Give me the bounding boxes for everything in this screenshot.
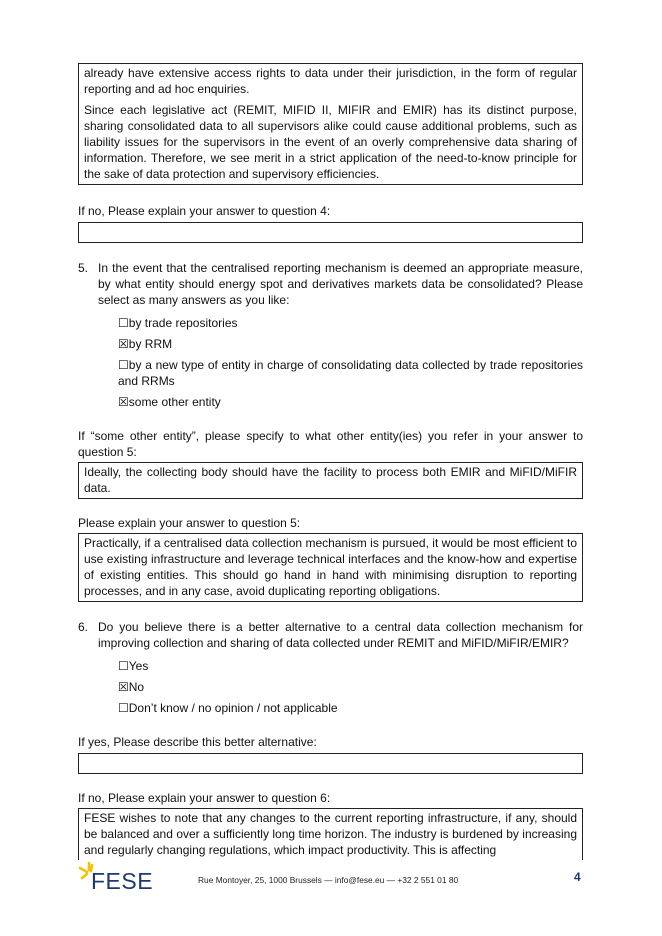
question-number: 5. [78, 261, 89, 275]
checkbox-option[interactable] [118, 679, 583, 695]
q4-no-label: If no, Please explain your answer to question 4: [78, 204, 331, 218]
checkbox-checked-icon[interactable]: ☒ [118, 337, 129, 351]
fese-logo [78, 860, 168, 894]
q4-no-answer-field[interactable] [78, 222, 583, 243]
q6-no-label: If no, Please explain your answer to question 6: [78, 791, 331, 805]
q5-other-label: If “some other entity”, please specify to what other entity(ies) you refer in your answer to question 5: [78, 429, 583, 459]
checkbox-option[interactable] [118, 394, 583, 410]
q5-other-answer-field[interactable]: Ideally, the collecting body should have the facility to process both EMIR and MiFID/MiFIR data. [78, 462, 583, 499]
option-label: by RRM [128, 337, 173, 351]
checkbox-option[interactable] [118, 357, 583, 389]
option-label: some other entity [128, 395, 221, 409]
option-label: Don’t know / no opinion / not applicable [128, 701, 338, 715]
q6-yes-answer-field[interactable] [78, 753, 583, 774]
answer-box-q4-continued [78, 63, 583, 185]
question-5 [78, 260, 583, 308]
question-text: In the event that the centralised reporting mechanism is deemed an appropriate measure, by what entity should energy spot and derivatives markets data be consolidated? Please select as many answers as you like: [98, 261, 583, 307]
q5-explain-label: Please explain your answer to question 5: [78, 516, 301, 530]
answer-paragraph: already have extensive access rights to data under their jurisdiction, in the form of regular reporting and ad hoc enquiries. [84, 66, 577, 96]
q6-no-answer-field[interactable]: FESE wishes to note that any changes to the current reporting infrastructure, if any, should be balanced and over a sufficiently long time horizon. The industry is burdened by increasing and regularly changing regulations, which impact productivity. This is affecting [78, 808, 583, 860]
checkbox-unchecked-icon[interactable]: ☐ [118, 701, 129, 715]
option-label: No [128, 680, 145, 694]
checkbox-option[interactable] [118, 336, 583, 352]
checkbox-option[interactable] [118, 658, 583, 674]
page-number: 4 [574, 870, 581, 884]
checkbox-unchecked-icon[interactable]: ☐ [118, 316, 129, 330]
option-label: Yes [128, 659, 149, 673]
q6-yes-label: If yes, Please describe this better alternative: [78, 735, 317, 749]
option-label: by trade repositories [128, 316, 238, 330]
question-number: 6. [78, 620, 89, 634]
logo-text: FESE [91, 868, 154, 894]
checkbox-checked-icon[interactable]: ☒ [118, 680, 129, 694]
footer-address: Rue Montoyer, 25, 1000 Brussels — info@fese.eu — +32 2 551 01 80 [198, 875, 459, 885]
checkbox-unchecked-icon[interactable]: ☐ [118, 659, 129, 673]
answer-paragraph: Since each legislative act (REMIT, MIFID II, MIFIR and EMIR) has its distinct purpose, sharing consolidated data to all supervisors alike could cause additional problems, such as liability issues for the supervisors in the event of an overly comprehensive data sharing of information. Therefore, we see merit in a strict application of the need-to-know principle for the sake of data protection and supervisory efficiencies. [84, 103, 577, 181]
question-text: Do you believe there is a better alternative to a central data collection mechanism for improving collection and sharing of data collected under REMIT and MiFID/MiFIR/EMIR? [98, 620, 583, 650]
checkbox-option[interactable] [118, 315, 583, 331]
checkbox-checked-icon[interactable]: ☒ [118, 395, 129, 409]
option-label: by a new type of entity in charge of consolidating data collected by trade repositories and RRMs [118, 358, 583, 388]
q5-explain-answer-field[interactable]: Practically, if a centralised data collection mechanism is pursued, it would be most efficient to use existing infrastructure and leverage technical interfaces and the know-how and expertise of existing entities. This should go hand in hand with minimising disruption to reporting processes, and in any case, avoid duplicating reporting obligations. [78, 533, 583, 602]
checkbox-option[interactable] [118, 700, 583, 716]
document-body [78, 63, 583, 860]
checkbox-unchecked-icon[interactable]: ☐ [118, 358, 129, 372]
question-6 [78, 619, 583, 651]
